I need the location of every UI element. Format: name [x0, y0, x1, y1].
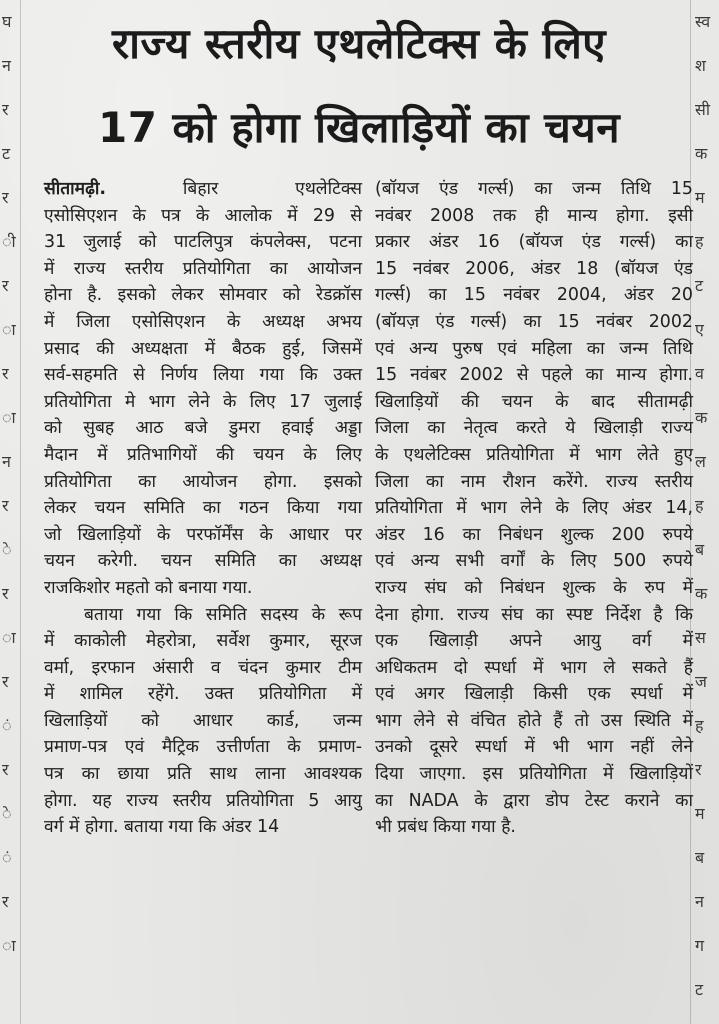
edge-glyph: म — [695, 188, 705, 207]
column-line: 31 जुलाई को पाटलिपुत्र कंपलेक्स, पटना — [44, 232, 362, 253]
column-line: एक खिलाड़ी अपने आयु वर्ग में — [375, 631, 693, 652]
column-line: भाग लेने से वंचित होते हैं तो उस स्थिति में — [375, 710, 693, 731]
column-line: नवंबर 2008 तक ही मान्य होगा. इसी — [375, 205, 693, 226]
edge-glyph: ा — [2, 936, 16, 955]
column-line: का NADA के द्वारा डोप टेस्ट कराने का — [375, 790, 693, 811]
edge-glyph: व — [695, 364, 704, 383]
column-line: प्रतियोगिता का आयोजन होगा. इसको — [44, 471, 362, 492]
edge-glyph: सी — [695, 100, 710, 119]
column-line: वर्मा, इरफान अंसारी व चंदन कुमार टीम — [44, 657, 362, 678]
column-line: जिला का नाम रौशन करेंगे. राज्य स्तरीय — [375, 471, 693, 492]
column-line: होना है. इसको लेकर सोमवार को रेडक्रॉस — [44, 285, 362, 306]
column-line: वर्ग में होगा. बताया गया कि अंडर 14 — [44, 817, 280, 838]
right-adjacent-column-fragment — [690, 0, 719, 1024]
edge-glyph: ह — [695, 716, 704, 735]
column-line: देना होगा. राज्य संघ का स्पष्ट निर्देश है कि — [375, 604, 693, 625]
column-line: में राज्य स्तरीय प्रतियोगिता का आयोजन — [44, 258, 362, 279]
headline-line-2: 17 को होगा खिलाड़ियों का चयन — [97, 103, 621, 152]
column-line: दिया जाएगा. इस प्रतियोगिता में खिलाड़ियों — [375, 764, 693, 785]
article-column-right — [375, 176, 693, 841]
column-line — [44, 176, 362, 203]
column-line: 15 नवंबर 2006, अंडर 18 (बॉयज एंड — [375, 258, 693, 279]
edge-glyph: र — [2, 892, 9, 911]
column-line: में शामिल रहेंगे. उक्त प्रतियोगिता में — [44, 684, 362, 705]
edge-glyph: न — [695, 892, 704, 911]
column-line: प्रकार अंडर 16 (बॉयज एंड गर्ल्स) का — [375, 232, 693, 253]
edge-glyph: न — [2, 452, 11, 471]
edge-glyph: म — [695, 804, 705, 823]
column-line: में काकोली मेहरोत्रा, सर्वेश कुमार, सूरज — [44, 631, 362, 652]
column-line: एवं अन्य पुरुष एवं महिला का जन्म तिथि — [375, 338, 693, 359]
column-line: के एथलेटिक्स प्रतियोगिता में भाग लेते हुए — [375, 444, 693, 465]
column-line: उनको दूसरे स्पर्धा में भी भाग नहीं लेने — [375, 737, 693, 758]
column-line: होगा. यह राज्य स्तरीय प्रतियोगिता 5 आयु — [44, 790, 362, 811]
headline-line-1: राज्य स्तरीय एथलेटिक्स के लिए — [111, 19, 607, 68]
edge-glyph: र — [2, 760, 9, 779]
column-line: खिलाड़ियों को आधार कार्ड, जन्म — [44, 710, 362, 731]
edge-glyph: क — [695, 408, 708, 427]
edge-glyph: ए — [695, 320, 704, 339]
column-line: प्रतियोगिता में भाग लेने के लिए अंडर 14, — [375, 498, 693, 519]
edge-glyph: ब — [695, 848, 705, 867]
column-line: जिला का नेतृत्व करते ये खिलाड़ी राज्य — [375, 418, 693, 439]
column-line: (बॉयज एंड गर्ल्स) का जन्म तिथि 15 — [375, 179, 693, 199]
edge-glyph: र — [2, 100, 9, 119]
column-line: अधिकतम दो स्पर्धा में भाग ले सकते हैं — [375, 657, 693, 678]
edge-glyph: र — [2, 672, 9, 691]
edge-glyph: ं — [2, 716, 12, 735]
column-line: राजकिशोर महतो को बनाया गया. — [44, 577, 253, 598]
column-line: एसोसिएशन के पत्र के आलोक में 29 से — [44, 205, 362, 226]
edge-glyph: ा — [2, 320, 16, 339]
column-line-text: बिहार एथलेटिक्स — [182, 179, 362, 199]
column-line: प्रमाण-पत्र एवं मैट्रिक उत्तीर्णता के प्रमाण- — [44, 737, 362, 758]
edge-glyph: ं — [2, 848, 12, 867]
edge-glyph: ट — [695, 276, 704, 295]
column-line: खिलाड़ियों की चयन के बाद सीतामढ़ी — [375, 391, 693, 412]
column-line: प्रतियोगिता मे भाग लेने के लिए 17 जुलाई — [44, 391, 362, 412]
edge-glyph: ग — [695, 936, 705, 955]
column-line: लेकर चयन समिति का गठन किया गया — [44, 498, 362, 519]
edge-glyph: स — [695, 628, 706, 647]
column-line: राज्य संघ को निबंधन शुल्क के रुप में — [375, 577, 693, 598]
edge-glyph: स्व — [695, 12, 711, 31]
edge-glyph: र — [695, 760, 702, 779]
edge-glyph: घ — [2, 12, 12, 31]
edge-glyph: े — [2, 804, 12, 823]
edge-glyph: े — [2, 540, 12, 559]
edge-glyph: ट — [2, 144, 11, 163]
article-column-left — [44, 176, 362, 841]
column-line: में जिला एसोसिएशन के अध्यक्ष अभय — [44, 311, 362, 332]
column-line: गर्ल्स) का 15 नवंबर 2004, अंडर 20 — [375, 285, 693, 306]
dateline: सीतामढ़ी. — [44, 179, 106, 199]
column-line: प्रसाद की अध्यक्षता में बैठक हुई, जिसमें — [44, 338, 362, 359]
column-line: मैदान में प्रतिभागियों की चयन के लिए — [44, 444, 362, 465]
edge-glyph: ट — [695, 980, 704, 999]
edge-glyph: र — [2, 364, 9, 383]
edge-glyph: ा — [2, 628, 16, 647]
edge-glyph: ब — [695, 540, 705, 559]
column-line: 15 नवंबर 2002 से पहले का मान्य होगा. — [375, 365, 693, 386]
edge-glyph: र — [2, 276, 9, 295]
edge-glyph: श — [695, 56, 706, 75]
edge-glyph: ा — [2, 408, 16, 427]
column-line: जो खिलाड़ियों के परफॉर्मेंस के आधार पर — [44, 524, 362, 545]
edge-glyph: क — [695, 584, 708, 603]
edge-glyph: ह — [695, 496, 704, 515]
column-line: बताया गया कि समिति सदस्य के रूप — [84, 604, 362, 625]
edge-glyph: र — [2, 188, 9, 207]
edge-glyph: ी — [2, 232, 16, 251]
edge-glyph: र — [2, 496, 9, 515]
column-line: को सुबह आठ बजे डुमरा हवाई अड्डा — [44, 418, 362, 439]
column-line: पत्र का छाया प्रति साथ लाना आवश्यक — [44, 764, 362, 785]
edge-glyph: क — [695, 144, 708, 163]
left-adjacent-column-fragment — [2, 0, 21, 1024]
column-line: अंडर 16 का निबंधन शुल्क 200 रुपये — [375, 524, 693, 545]
column-line: चयन करेगी. चयन समिति का अध्यक्ष — [44, 551, 362, 572]
edge-glyph: ह — [695, 232, 704, 251]
column-line: एवं अगर खिलाड़ी किसी एक स्पर्धा में — [375, 684, 693, 705]
edge-glyph: ल — [695, 452, 706, 471]
column-line: एवं अन्य सभी वर्गों के लिए 500 रुपये — [375, 551, 693, 572]
column-line: सर्व-सहमति से निर्णय लिया गया कि उक्त — [44, 365, 362, 386]
column-line: भी प्रबंध किया गया है. — [375, 817, 516, 838]
edge-glyph: न — [2, 56, 11, 75]
edge-glyph: ज — [695, 672, 707, 691]
column-line: (बॉयज़ एंड गर्ल्स) का 15 नवंबर 2002 — [375, 311, 693, 332]
edge-glyph: र — [2, 584, 9, 603]
